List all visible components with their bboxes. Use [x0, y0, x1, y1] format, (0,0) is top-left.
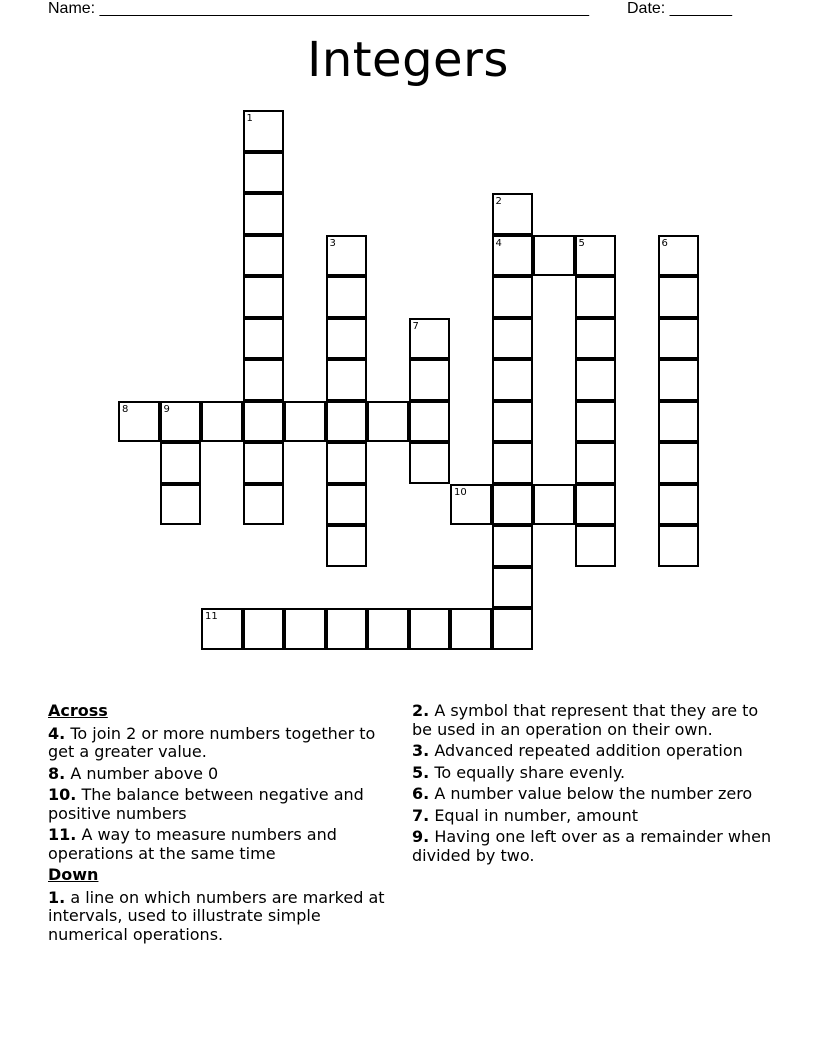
- clues-column-left: [48, 702, 398, 947]
- crossword-cell[interactable]: [409, 401, 451, 443]
- crossword-cell[interactable]: [243, 318, 285, 360]
- clue-down-1: [48, 889, 398, 945]
- clue-text: The balance between negative and positive numbers: [48, 785, 364, 823]
- clue-number: 4.: [48, 723, 66, 743]
- clue-across-11: [48, 826, 398, 863]
- crossword-cell[interactable]: [533, 484, 575, 526]
- crossword-cell[interactable]: [658, 484, 700, 526]
- crossword-cell[interactable]: [409, 608, 451, 650]
- crossword-cell[interactable]: [450, 484, 492, 526]
- cell-number: 11: [205, 611, 218, 622]
- clue-down-6: [412, 785, 772, 804]
- crossword-cell[interactable]: [326, 359, 368, 401]
- crossword-cell[interactable]: [575, 442, 617, 484]
- clue-text: Advanced repeated addition operation: [434, 741, 743, 760]
- clue-number: 8.: [48, 763, 66, 783]
- crossword-cell[interactable]: [326, 276, 368, 318]
- cell-number: 9: [163, 403, 170, 415]
- crossword-cell[interactable]: [492, 359, 534, 401]
- crossword-cell[interactable]: [201, 401, 243, 443]
- crossword-cell[interactable]: [450, 608, 492, 650]
- crossword-cell[interactable]: [243, 608, 285, 650]
- cell-number: 2: [495, 196, 502, 207]
- crossword-cell[interactable]: [160, 484, 202, 526]
- crossword-cell[interactable]: [492, 318, 534, 360]
- clue-text: A number above 0: [70, 763, 219, 783]
- clue-number: 7.: [412, 805, 430, 825]
- crossword-cell[interactable]: [243, 276, 285, 318]
- clue-text: To equally share evenly.: [434, 762, 626, 782]
- crossword-cell[interactable]: [243, 235, 285, 277]
- crossword-cell[interactable]: [575, 318, 617, 360]
- clue-number: 6.: [412, 784, 430, 803]
- date-field-label: Date: _______: [627, 0, 732, 17]
- across-heading: Across: [48, 701, 108, 720]
- crossword-cell[interactable]: [658, 235, 700, 277]
- crossword-cell[interactable]: [658, 525, 700, 567]
- crossword-cell[interactable]: [575, 359, 617, 401]
- clue-text: Equal in number, amount: [434, 805, 639, 825]
- crossword-cell[interactable]: [326, 608, 368, 650]
- crossword-cell[interactable]: [284, 401, 326, 443]
- clue-down-9: [412, 828, 772, 865]
- crossword-cell[interactable]: [326, 401, 368, 443]
- clue-number: 11.: [48, 825, 77, 844]
- crossword-cell[interactable]: [492, 484, 534, 526]
- clue-text: Having one left over as a remainder when divided by two.: [412, 827, 772, 865]
- cell-number: 10: [454, 486, 467, 498]
- crossword-cell[interactable]: [575, 401, 617, 443]
- crossword-cell[interactable]: [575, 484, 617, 526]
- crossword-cell[interactable]: [243, 110, 285, 152]
- crossword-cell[interactable]: [658, 442, 700, 484]
- clue-number: 1.: [48, 887, 66, 907]
- crossword-cell[interactable]: [243, 484, 285, 526]
- crossword-cell[interactable]: [575, 525, 617, 567]
- crossword-cell[interactable]: [575, 276, 617, 318]
- crossword-cell[interactable]: [658, 401, 700, 443]
- crossword-cell[interactable]: [492, 193, 534, 235]
- crossword-cell[interactable]: [492, 525, 534, 567]
- clues-column-right: [412, 702, 772, 868]
- crossword-cell[interactable]: [326, 525, 368, 567]
- crossword-cell[interactable]: [160, 442, 202, 484]
- crossword-cell[interactable]: [409, 359, 451, 401]
- clue-text: A way to measure numbers and operations at the same time: [48, 825, 337, 863]
- clue-number: 10.: [48, 785, 77, 804]
- crossword-cell[interactable]: [492, 442, 534, 484]
- crossword-cell[interactable]: [243, 442, 285, 484]
- crossword-cell[interactable]: [492, 235, 534, 277]
- cell-number: 5: [578, 237, 585, 249]
- crossword-cell[interactable]: [409, 442, 451, 484]
- crossword-cell[interactable]: [409, 318, 451, 360]
- crossword-cell[interactable]: [284, 608, 326, 650]
- crossword-cell[interactable]: [326, 318, 368, 360]
- crossword-cell[interactable]: [658, 276, 700, 318]
- cell-number: 1: [246, 113, 253, 124]
- clue-text: To join 2 or more numbers together to get a greater value.: [48, 723, 376, 761]
- down-heading: Down: [48, 865, 99, 884]
- crossword-cell[interactable]: [658, 318, 700, 360]
- clue-down-3: [412, 742, 772, 761]
- clue-down-5: [412, 764, 772, 783]
- crossword-cell[interactable]: [533, 235, 575, 277]
- crossword-cell[interactable]: [326, 484, 368, 526]
- crossword-cell[interactable]: [201, 608, 243, 650]
- crossword-cell[interactable]: [367, 608, 409, 650]
- clue-text: A number value below the number zero: [434, 784, 753, 803]
- crossword-cell[interactable]: [118, 401, 160, 443]
- crossword-cell[interactable]: [243, 193, 285, 235]
- crossword-cell[interactable]: [160, 401, 202, 443]
- name-field-label: Name: _______________________________________________________: [48, 0, 589, 17]
- cell-number: 6: [661, 237, 668, 249]
- clue-across-4: [48, 725, 398, 762]
- clue-number: 9.: [412, 827, 430, 846]
- cell-number: 4: [495, 237, 502, 249]
- crossword-cell[interactable]: [243, 359, 285, 401]
- crossword-cell[interactable]: [575, 235, 617, 277]
- clue-number: 3.: [412, 741, 430, 760]
- crossword-cell[interactable]: [658, 359, 700, 401]
- cell-number: 7: [412, 320, 419, 332]
- clue-down-7: [412, 807, 772, 826]
- clue-across-8: [48, 765, 398, 784]
- crossword-cell[interactable]: [367, 401, 409, 443]
- cell-number: 8: [122, 403, 129, 415]
- cell-number: 3: [329, 237, 336, 249]
- crossword-cell[interactable]: [492, 276, 534, 318]
- crossword-cell[interactable]: [492, 401, 534, 443]
- crossword-cell[interactable]: [326, 442, 368, 484]
- clue-text: a line on which numbers are marked at intervals, used to illustrate simple numerical operations.: [48, 887, 385, 944]
- crossword-cell[interactable]: [243, 152, 285, 194]
- clue-down-2: [412, 702, 772, 739]
- page-title: Integers: [307, 32, 509, 88]
- clue-number: 5.: [412, 762, 430, 782]
- crossword-cell[interactable]: [326, 235, 368, 277]
- crossword-cell[interactable]: [492, 608, 534, 650]
- clue-number: 2.: [412, 701, 430, 720]
- crossword-cell[interactable]: [243, 401, 285, 443]
- clue-across-10: [48, 786, 398, 823]
- clue-text: A symbol that represent that they are to be used in an operation on their own.: [412, 701, 759, 739]
- crossword-cell[interactable]: [492, 567, 534, 609]
